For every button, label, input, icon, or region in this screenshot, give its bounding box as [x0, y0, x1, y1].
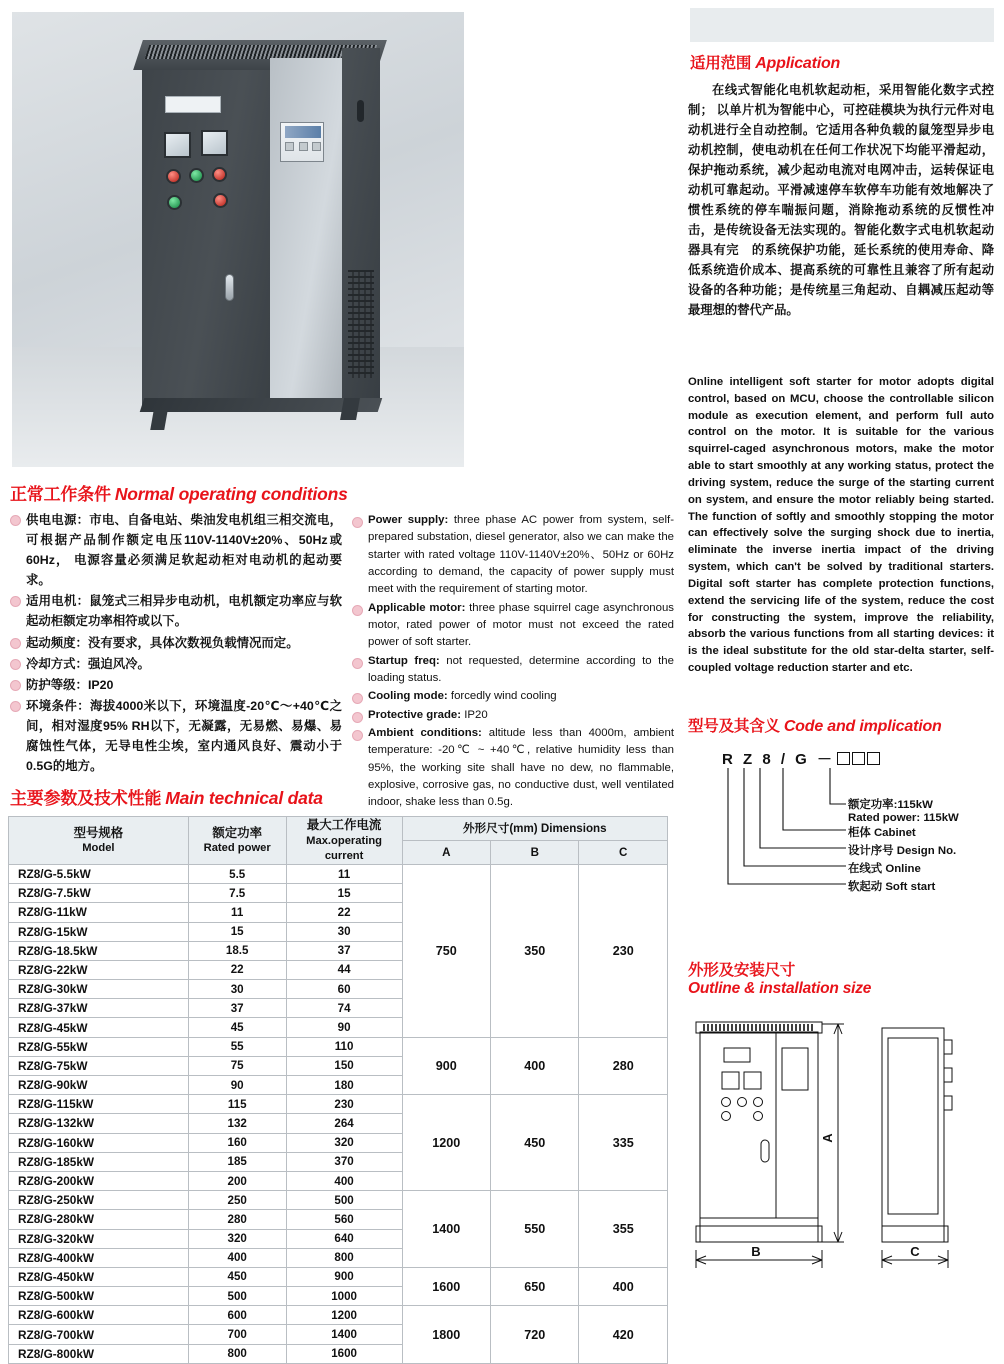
front-lamp [738, 1098, 747, 1107]
table-row [9, 1191, 668, 1210]
cell-dim-c: 355 [579, 1191, 668, 1268]
cell-power: 11 [188, 903, 286, 922]
door-handle [225, 274, 234, 301]
cell-dim-a: 1800 [402, 1306, 490, 1364]
list-item [352, 707, 674, 724]
item-text: 防护等级：IP20 [26, 677, 114, 692]
keypad-key [312, 142, 321, 151]
cell-dim-a: 900 [402, 1037, 490, 1095]
cell-model: RZ8/G-115kW [9, 1095, 189, 1114]
model-code-diagram [688, 748, 998, 898]
cell-power: 250 [188, 1191, 286, 1210]
heading-en: Outline & installation size [688, 980, 872, 998]
cell-current: 800 [286, 1248, 402, 1267]
cell-model: RZ8/G-320kW [9, 1229, 189, 1248]
item-label: Protective grade: [368, 708, 462, 721]
cell-model: RZ8/G-700kW [9, 1325, 189, 1344]
cell-model: RZ8/G-600kW [9, 1306, 189, 1325]
item-label: Startup freq: [368, 654, 440, 667]
cell-current: 640 [286, 1229, 402, 1248]
cell-model: RZ8/G-250kW [9, 1191, 189, 1210]
cell-power: 75 [188, 1056, 286, 1075]
cabinet-right-door [270, 58, 342, 408]
heading-cn: 主要参数及技术性能 [10, 789, 162, 808]
front-lamp [754, 1098, 763, 1107]
cell-current: 320 [286, 1133, 402, 1152]
front-meter [744, 1072, 761, 1089]
item-label: Power supply: [368, 514, 449, 526]
item-text: 起动频度：没有要求，具体次数视负载情况而定。 [26, 635, 299, 650]
item-text: 适用电机：鼠笼式三相异步电动机，电机额定功率应与软起动柜额定功率相符或以下。 [26, 594, 342, 629]
cell-dim-b: 450 [491, 1095, 579, 1191]
cell-model: RZ8/G-185kW [9, 1152, 189, 1171]
heading-cn: 正常工作条件 [10, 485, 111, 504]
cell-power: 132 [188, 1114, 286, 1133]
table-body [9, 864, 668, 1363]
col-dim-c: C [579, 840, 668, 864]
heading-cn: 适用范围 [690, 55, 752, 72]
cell-model: RZ8/G-22kW [9, 960, 189, 979]
item-label: Cooling mode: [368, 690, 448, 703]
table-row [9, 1306, 668, 1325]
heading-cn: 外形及安装尺寸 [688, 962, 796, 979]
list-item [352, 653, 674, 688]
voltmeter [201, 130, 228, 156]
front-door-handle [761, 1140, 769, 1162]
col-power-cn: 额定功率 [212, 825, 262, 840]
cell-power: 450 [188, 1267, 286, 1286]
cell-current: 90 [286, 1018, 402, 1037]
cell-current: 1600 [286, 1344, 402, 1363]
dim-a-label: A [820, 1133, 835, 1143]
list-item [352, 600, 674, 652]
cabinet-front-door [142, 70, 270, 412]
normal-conditions-heading [10, 485, 348, 505]
front-lamp [722, 1112, 731, 1121]
front-meter [722, 1072, 739, 1089]
cell-current: 180 [286, 1076, 402, 1095]
cell-power: 500 [188, 1287, 286, 1306]
front-view-body [700, 1032, 818, 1242]
cell-power: 55 [188, 1037, 286, 1056]
control-keypad [280, 122, 324, 162]
cell-model: RZ8/G-37kW [9, 999, 189, 1018]
cell-power: 600 [188, 1306, 286, 1325]
cell-power: 37 [188, 999, 286, 1018]
table-row [9, 864, 668, 883]
cell-model: RZ8/G-450kW [9, 1267, 189, 1286]
indicator-lamp-red [166, 169, 181, 184]
cell-model: RZ8/G-7.5kW [9, 884, 189, 903]
keypad-buttons [285, 142, 321, 153]
cell-model: RZ8/G-15kW [9, 922, 189, 941]
col-model [9, 817, 189, 865]
outline-drawing [686, 1010, 998, 1282]
cell-dim-b: 550 [491, 1191, 579, 1268]
table-row [9, 1037, 668, 1056]
cell-model: RZ8/G-90kW [9, 1076, 189, 1095]
table-header-row [9, 817, 668, 841]
cell-power: 18.5 [188, 941, 286, 960]
cell-power: 800 [188, 1344, 286, 1363]
item-text: IP20 [461, 708, 488, 721]
front-view-top-cap [696, 1022, 822, 1033]
cell-dim-a: 750 [402, 864, 490, 1037]
cell-current: 500 [286, 1191, 402, 1210]
cell-model: RZ8/G-18.5kW [9, 941, 189, 960]
front-lamp [722, 1098, 731, 1107]
cell-power: 45 [188, 1018, 286, 1037]
indicator-lamp-green [189, 168, 204, 183]
cell-model: RZ8/G-55kW [9, 1037, 189, 1056]
item-text: altitude less than 4000m, ambient temperature: -20℃ ~ +40℃, relative humidity less than 95%, the working site shall have no dew, no flammable, explosive, corrosive gas, no conductive dust, well ventilated indoor, shake less than 0.5g. [368, 726, 674, 809]
cell-model: RZ8/G-160kW [9, 1133, 189, 1152]
cell-current: 110 [286, 1037, 402, 1056]
col-current-cn: 最大工作电流 [306, 818, 382, 832]
cell-current: 15 [286, 884, 402, 903]
cell-current: 30 [286, 922, 402, 941]
cell-current: 560 [286, 1210, 402, 1229]
col-power-en: Rated power [203, 842, 271, 855]
cell-dim-c: 400 [579, 1267, 668, 1305]
item-text: not requested, determine according to the loading status. [368, 654, 674, 684]
cell-current: 37 [286, 941, 402, 960]
cell-model: RZ8/G-200kW [9, 1171, 189, 1190]
col-current-en: Max.operating current [306, 834, 382, 862]
cell-current: 900 [286, 1267, 402, 1286]
col-dimensions-group: 外形尺寸(mm) Dimensions [402, 817, 667, 841]
cell-model: RZ8/G-11kW [9, 903, 189, 922]
col-dim-b: B [491, 840, 579, 864]
ammeter [164, 132, 191, 158]
cell-power: 400 [188, 1248, 286, 1267]
cell-current: 60 [286, 980, 402, 999]
cell-model: RZ8/G-400kW [9, 1248, 189, 1267]
right-panel-window [782, 1048, 808, 1090]
front-lamp [754, 1112, 763, 1121]
cell-model: RZ8/G-5.5kW [9, 864, 189, 883]
front-nameplate [724, 1048, 750, 1062]
outline-drawing-svg [686, 1010, 998, 1282]
cell-dim-c: 420 [579, 1306, 668, 1364]
cell-power: 200 [188, 1171, 286, 1190]
cell-power: 15 [188, 922, 286, 941]
cell-dim-b: 720 [491, 1306, 579, 1364]
side-hinge [944, 1040, 952, 1054]
cell-model: RZ8/G-800kW [9, 1344, 189, 1363]
cell-power: 280 [188, 1210, 286, 1229]
start-button-green [167, 195, 182, 210]
cell-current: 264 [286, 1114, 402, 1133]
cell-current: 22 [286, 903, 402, 922]
cell-model: RZ8/G-45kW [9, 1018, 189, 1037]
cell-power: 30 [188, 980, 286, 999]
cell-power: 22 [188, 960, 286, 979]
item-text: three phase AC power from system, self-prepared substation, diesel generator, also we can make the starter with rated voltage 110V-1140V±20%、50Hz or 60Hz according to demand, the capacity of power supply must meet with the requirement of starting motor. [368, 514, 674, 596]
cell-current: 74 [286, 999, 402, 1018]
application-heading [690, 55, 840, 73]
item-text: 环境条件：海拔4000米以下，环境温度-20℃～+40℃之间，相对湿度95% RH以下，无凝露，无易燃、易爆、易腐蚀性气体，无导电性尘埃，室内通风良好、震动小于0.5G的地方。 [26, 698, 342, 774]
side-view-body [882, 1028, 944, 1242]
list-item [10, 675, 342, 695]
technical-data-table [8, 816, 668, 1364]
item-text: forcedly wind cooling [447, 690, 557, 703]
cell-current: 1400 [286, 1325, 402, 1344]
indicator-lamp-red [212, 167, 227, 182]
decorative-top-bar [690, 8, 994, 42]
list-item [10, 654, 342, 674]
cell-model: RZ8/G-500kW [9, 1287, 189, 1306]
cell-current: 11 [286, 864, 402, 883]
heading-en: Code and implication [783, 718, 942, 735]
cell-dim-a: 1600 [402, 1267, 490, 1305]
col-model-cn: 型号规格 [73, 825, 124, 840]
cell-power: 185 [188, 1152, 286, 1171]
cell-current: 1200 [286, 1306, 402, 1325]
application-paragraph-en: Online intelligent soft starter for motor adopts digital control, based on MCU, choose the controllable silicon module as execution element, and perform full auto control on the motor. It is suitable for the various squirrel-caged asynchronous motors, make the motor able to start smoothly at any working status, protect the driving system, reduce the surge of the starting current on system, and ensure the motor reliably being started. The function of softly and smoothly stopping the motor can effectively solve the surging shock due to inertia, eliminate the inverse inertia impact of the driving system, which can't be solved by traditional starters. Digital soft starter has complete protection functions, extend the servicing life of the system, reduce the cost for constructing the system, improve the reliability, absorb the various functions from all starting devices: it is the ideal substitute for the old star-delta starter, self-coupled voltage reduction starter and etc. [688, 376, 994, 675]
top-vent-slots [704, 1024, 812, 1031]
stop-button-red [213, 193, 228, 208]
application-paragraph-cn: 在线式智能化电机软起动柜，采用智能化数字式控制； 以单片机为智能中心，可控硅模块为执行元件对电动机进行全自动控制。它适用各种负载的鼠笼型异步电动机控制，使电动机在任何工作状况下均能平滑起动，保护拖动系统，减少起动电流对电网冲击，运转保证电动机可靠起动。平滑减速停车软停车功能有效地解决了惯性系统的停车喘振问题，消除拖动系统的反惯性冲击，是传统设备无法实现的。智能化数字式电机软起动器具有完 的系统保护功能，延长系统的使用寿命、降低系统造价成本、提高系统的可靠性且兼容了所有起动设备的各种功能；是传统星三角起动、自耦减压起动等最理想的替代产品。 [688, 83, 994, 318]
list-item [352, 512, 674, 599]
list-item [10, 591, 342, 631]
code-label-soft-start: 软起动 Soft start [848, 881, 936, 893]
cell-power: 115 [188, 1095, 286, 1114]
normal-conditions-en-list [352, 512, 674, 813]
cell-dim-c: 335 [579, 1095, 668, 1191]
code-label-online: 在线式 Online [848, 863, 921, 875]
right-column [676, 0, 1004, 1295]
cell-power: 7.5 [188, 884, 286, 903]
cell-model: RZ8/G-30kW [9, 980, 189, 999]
cell-current: 44 [286, 960, 402, 979]
col-model-en: Model [82, 842, 115, 855]
list-item [10, 696, 342, 776]
cell-power: 160 [188, 1133, 286, 1152]
side-hinge [944, 1096, 952, 1110]
cell-dim-a: 1400 [402, 1191, 490, 1268]
keypad-display [285, 126, 321, 138]
code-implication-heading [688, 718, 942, 736]
heading-en: Main technical data [165, 788, 323, 808]
heading-cn: 型号及其含义 [688, 718, 780, 735]
col-rated-power [188, 817, 286, 865]
code-label-rated-power-en: Rated power: 115kW [848, 812, 959, 824]
item-text: three phase squirrel cage asynchronous motor, rated power of motor must not exceed the rated power of soft starter. [368, 601, 674, 649]
main-technical-data-heading [10, 789, 323, 809]
cell-current: 230 [286, 1095, 402, 1114]
side-cutout [357, 100, 364, 122]
cell-current: 370 [286, 1152, 402, 1171]
normal-conditions-cn-list [10, 510, 342, 777]
side-hinge [944, 1068, 952, 1082]
table-row [9, 1095, 668, 1114]
table-row [9, 1267, 668, 1286]
cell-dim-c: 230 [579, 864, 668, 1037]
front-plinth [696, 1226, 822, 1242]
side-ventilation-holes [348, 270, 374, 378]
cell-current: 1000 [286, 1287, 402, 1306]
item-text: 供电电源：市电、自备电站、柴油发电机组三相交流电，可根据产品制作额定电压110V-1140V±20%、50Hz或60Hz， 电源容量必须满足软起动柜对电动机的起动要求。 [26, 513, 342, 588]
cell-power: 5.5 [188, 864, 286, 883]
list-item [10, 510, 342, 590]
cell-power: 700 [188, 1325, 286, 1344]
cell-current: 150 [286, 1056, 402, 1075]
cell-dim-c: 280 [579, 1037, 668, 1095]
cell-dim-a: 1200 [402, 1095, 490, 1191]
heading-en: Application [755, 55, 841, 72]
cell-model: RZ8/G-75kW [9, 1056, 189, 1075]
cell-dim-b: 400 [491, 1037, 579, 1095]
cell-power: 320 [188, 1229, 286, 1248]
side-plinth [882, 1226, 948, 1242]
heading-en: Normal operating conditions [114, 484, 348, 504]
col-dim-a: A [402, 840, 490, 864]
cell-dim-b: 350 [491, 864, 579, 1037]
side-view-door [888, 1038, 938, 1214]
cell-current: 400 [286, 1171, 402, 1190]
list-item [352, 725, 674, 812]
code-label-rated-power-cn: 额定功率:115kW [848, 799, 933, 811]
cell-dim-b: 650 [491, 1267, 579, 1305]
technical-data-table-wrapper [8, 816, 668, 1364]
nameplate [165, 96, 221, 113]
product-photo [12, 12, 464, 467]
item-label: Applicable motor: [368, 601, 466, 614]
code-label-cabinet: 柜体 Cabinet [848, 827, 916, 839]
list-item [10, 633, 342, 653]
cell-power: 90 [188, 1076, 286, 1095]
item-label: Ambient conditions: [368, 726, 482, 739]
dim-b-label: B [751, 1244, 761, 1259]
item-text: 冷却方式：强迫风冷。 [26, 656, 150, 671]
cell-model: RZ8/G-280kW [9, 1210, 189, 1229]
col-max-current [286, 817, 402, 865]
cell-model: RZ8/G-132kW [9, 1114, 189, 1133]
keypad-key [285, 142, 294, 151]
outline-installation-heading [688, 962, 871, 999]
table-header [9, 817, 668, 865]
list-item [352, 688, 674, 705]
code-label-design-no: 设计序号 Design No. [848, 845, 957, 857]
code-string: R Z 8 / G － [722, 751, 836, 768]
keypad-key [299, 142, 308, 151]
dim-c-label: C [910, 1244, 920, 1259]
